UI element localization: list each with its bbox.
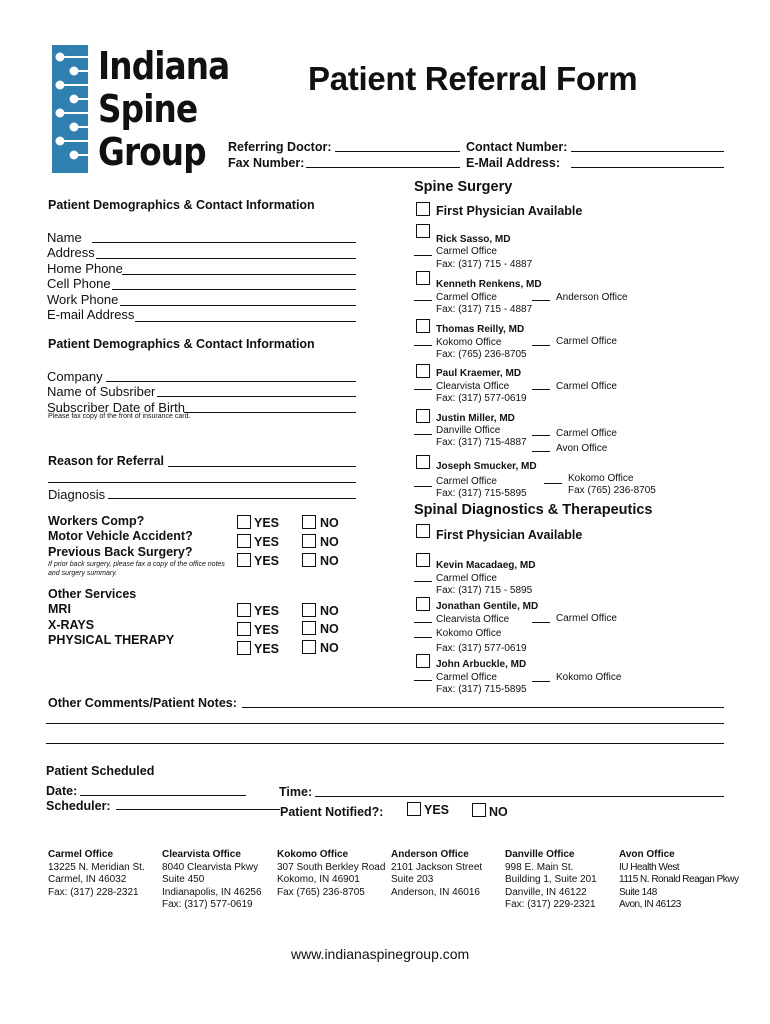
office-line: Suite 148	[619, 886, 657, 898]
workers-comp-label: Workers Comp?	[48, 514, 145, 528]
doctor-sasso-name: Rick Sasso, MD	[436, 234, 511, 245]
reilly-office2: Carmel Office	[556, 336, 617, 347]
smucker-office2-mark[interactable]	[544, 483, 562, 484]
workers-comp-no-label: NO	[320, 516, 339, 530]
company-field[interactable]	[106, 381, 356, 382]
website-link[interactable]: www.indianaspinegroup.com	[291, 946, 470, 962]
office-line: Building 1, Suite 201	[505, 874, 597, 885]
spine-first-available-checkbox[interactable]	[416, 202, 430, 216]
doctor-kraemer-checkbox[interactable]	[416, 364, 430, 378]
work-phone-label: Work Phone	[47, 292, 119, 307]
doctor-smucker-checkbox[interactable]	[416, 455, 430, 469]
mri-yes-checkbox[interactable]	[237, 603, 251, 617]
workers-comp-yes-label: YES	[254, 516, 280, 530]
notified-no-checkbox[interactable]	[472, 803, 486, 817]
macadaeg-office1-mark[interactable]	[414, 581, 432, 582]
doctor-arbuckle-checkbox[interactable]	[416, 654, 430, 668]
miller-office1-mark[interactable]	[414, 434, 432, 435]
gentile-office3-mark[interactable]	[414, 637, 432, 638]
back-surgery-note: If prior back surgery, please fax a copy of the office notes and surgery summary.	[48, 561, 225, 577]
renkens-office1-mark[interactable]	[414, 300, 432, 301]
office-line: Avon, IN 46123	[619, 899, 681, 910]
renkens-office1: Carmel Office	[436, 292, 497, 303]
back-surgery-no-checkbox[interactable]	[302, 553, 316, 567]
notified-label: Patient Notified?:	[280, 805, 384, 819]
name-label: Name	[47, 230, 82, 245]
office-line: Kokomo, IN 46901	[277, 874, 360, 885]
renkens-fax: Fax: (317) 715 - 4887	[436, 304, 533, 315]
diag-first-available-label: First Physician Available	[436, 528, 583, 542]
doctor-miller-name: Justin Miller, MD	[436, 413, 515, 424]
back-surgery-no-label: NO	[320, 554, 339, 568]
miller-office2-mark[interactable]	[532, 435, 550, 436]
office-name: Avon Office	[619, 849, 675, 860]
xrays-label: X-RAYS	[48, 618, 95, 632]
xrays-no-checkbox[interactable]	[302, 621, 316, 635]
doctor-gentile-name: Jonathan Gentile, MD	[436, 601, 539, 612]
office-name: Carmel Office	[48, 849, 114, 860]
doctor-arbuckle-name: John Arbuckle, MD	[436, 659, 527, 670]
office-line: Fax (765) 236-8705	[277, 886, 365, 898]
reilly-office1-mark[interactable]	[414, 345, 432, 346]
office-line: Suite 450	[162, 874, 205, 885]
arbuckle-office2: Kokomo Office	[556, 672, 622, 683]
office-line: 2101 Jackson Street	[391, 861, 483, 873]
comments-field-2[interactable]	[46, 723, 724, 724]
gentile-office1-mark[interactable]	[414, 622, 432, 623]
notified-yes-checkbox[interactable]	[407, 802, 421, 816]
office-kokomo	[277, 849, 385, 899]
office-name: Kokomo Office	[277, 849, 349, 860]
contact-number-label: Contact Number:	[466, 140, 568, 154]
office-line: 307 South Berkley Road	[277, 861, 386, 873]
office-line: Fax: (317) 577-0619	[162, 899, 253, 910]
miller-office3: Avon Office	[556, 443, 608, 454]
subscriber-dob-label: Subscriber Date of Birth	[47, 400, 186, 415]
scheduled-heading: Patient Scheduled	[46, 764, 155, 778]
office-line: 8040 Clearvista Pkwy	[162, 861, 259, 873]
comments-field-3[interactable]	[46, 743, 724, 744]
office-line: 998 E. Main St.	[505, 861, 574, 873]
doctor-macadaeg-name: Kevin Macadaeg, MD	[436, 560, 536, 571]
smucker-fax: Fax: (317) 715-5895	[436, 488, 527, 499]
address-field[interactable]	[96, 258, 356, 259]
kraemer-office2-mark[interactable]	[532, 389, 550, 390]
spine-surgery-heading: Spine Surgery	[414, 179, 513, 195]
address-label: Address	[47, 245, 95, 260]
macadaeg-fax: Fax: (317) 715 - 5895	[436, 585, 533, 596]
xrays-yes-checkbox[interactable]	[237, 622, 251, 636]
email-label: E-mail Address	[47, 307, 135, 322]
vehicle-accident-yes-checkbox[interactable]	[237, 534, 251, 548]
email-address-label: E-Mail Address:	[466, 156, 561, 170]
office-line: Anderson, IN 46016	[391, 886, 480, 898]
doctor-sasso-checkbox[interactable]	[416, 224, 430, 238]
time-field[interactable]	[315, 796, 724, 797]
miller-office2: Carmel Office	[556, 428, 617, 439]
reilly-office2-mark[interactable]	[532, 345, 550, 346]
gentile-fax: Fax: (317) 577-0619	[436, 643, 527, 654]
mri-no-label: NO	[320, 604, 339, 618]
physical-therapy-label: PHYSICAL THERAPY	[48, 633, 175, 647]
email-field[interactable]	[135, 321, 356, 322]
renkens-office2: Anderson Office	[556, 292, 628, 303]
pt-yes-checkbox[interactable]	[237, 641, 251, 655]
subscriber-name-field[interactable]	[157, 396, 356, 397]
xrays-no-label: NO	[320, 622, 339, 636]
diag-first-available-checkbox[interactable]	[416, 524, 430, 538]
reilly-office1: Kokomo Office	[436, 337, 502, 348]
workers-comp-yes-checkbox[interactable]	[237, 515, 251, 529]
office-carmel	[48, 849, 145, 899]
company-label: Company	[47, 369, 103, 384]
miller-office3-mark[interactable]	[532, 451, 550, 452]
name-field[interactable]	[92, 242, 356, 243]
renkens-office2-mark[interactable]	[532, 300, 550, 301]
spinal-diagnostics-heading: Spinal Diagnostics & Therapeutics	[414, 502, 653, 518]
cell-phone-label: Cell Phone	[47, 276, 111, 291]
reilly-fax: Fax: (765) 236-8705	[436, 349, 527, 360]
doctor-macadaeg-checkbox[interactable]	[416, 553, 430, 567]
vehicle-accident-label: Motor Vehicle Accident?	[48, 529, 193, 543]
mri-label: MRI	[48, 602, 71, 616]
arbuckle-office2-mark[interactable]	[532, 681, 550, 682]
office-name: Clearvista Office	[162, 849, 241, 860]
fax-number-label: Fax Number:	[228, 156, 305, 170]
home-phone-label: Home Phone	[47, 261, 123, 276]
subscriber-dob-field[interactable]	[184, 412, 356, 413]
doctor-renkens-checkbox[interactable]	[416, 271, 430, 285]
kraemer-office2: Carmel Office	[556, 381, 617, 392]
home-phone-field[interactable]	[122, 274, 356, 275]
back-surgery-yes-label: YES	[254, 554, 280, 568]
gentile-office1: Clearvista Office	[436, 614, 510, 625]
office-name: Danville Office	[505, 849, 575, 860]
kraemer-fax: Fax: (317) 577-0619	[436, 393, 527, 404]
gentile-office2-mark[interactable]	[532, 622, 550, 623]
office-name: Anderson Office	[391, 849, 469, 860]
pt-yes-label: YES	[254, 642, 280, 656]
office-line: 13225 N. Meridian St.	[48, 861, 145, 873]
date-label: Date:	[46, 784, 78, 798]
mri-yes-label: YES	[254, 604, 280, 618]
reason-field-1[interactable]	[168, 466, 356, 467]
xrays-yes-label: YES	[254, 623, 280, 637]
back-surgery-yes-checkbox[interactable]	[237, 553, 251, 567]
gentile-office2: Carmel Office	[556, 613, 617, 624]
smucker-office2: Kokomo Office	[568, 473, 634, 484]
vehicle-accident-yes-label: YES	[254, 535, 280, 549]
logo-text-line1: Indiana	[98, 44, 230, 88]
notified-yes-label: YES	[424, 803, 450, 817]
other-services-heading: Other Services	[48, 587, 137, 601]
office-line: Indianapolis, IN 46256	[162, 886, 262, 898]
reason-label: Reason for Referral	[48, 454, 165, 468]
kraemer-office1-mark[interactable]	[414, 389, 432, 390]
sasso-office1-mark[interactable]	[414, 255, 432, 256]
vehicle-accident-no-checkbox[interactable]	[302, 534, 316, 548]
scheduler-label: Scheduler:	[46, 799, 111, 813]
notified-no-label: NO	[489, 805, 508, 819]
miller-office1: Danville Office	[436, 425, 501, 436]
mri-no-checkbox[interactable]	[302, 603, 316, 617]
logo-text-line2: Spine	[98, 87, 198, 131]
doctor-gentile-checkbox[interactable]	[416, 597, 430, 611]
office-line: Fax: (317) 229-2321	[505, 899, 596, 910]
office-avon	[619, 849, 749, 912]
office-line: Suite 203	[391, 874, 434, 885]
gentile-office3: Kokomo Office	[436, 628, 502, 639]
arbuckle-office1: Carmel Office	[436, 672, 497, 683]
comments-field-1[interactable]	[242, 707, 724, 708]
doctor-reilly-checkbox[interactable]	[416, 319, 430, 333]
demographics-heading: Patient Demographics & Contact Information	[48, 198, 315, 212]
doctor-reilly-name: Thomas Reilly, MD	[436, 324, 525, 335]
smucker-office1-mark[interactable]	[414, 486, 432, 487]
referring-doctor-field[interactable]	[335, 151, 460, 152]
date-field[interactable]	[80, 795, 246, 796]
office-danville	[505, 849, 597, 912]
pt-no-checkbox[interactable]	[302, 640, 316, 654]
subscriber-name-label: Name of Subsriber	[47, 384, 156, 399]
reason-field-2[interactable]	[48, 482, 356, 483]
time-label: Time:	[279, 785, 313, 799]
smucker-fax2: Fax (765) 236-8705	[568, 485, 656, 496]
work-phone-field[interactable]	[120, 305, 356, 306]
doctor-smucker-name: Joseph Smucker, MD	[436, 461, 537, 472]
scheduler-field[interactable]	[116, 809, 280, 810]
smucker-office1: Carmel Office	[436, 476, 497, 487]
kraemer-office1: Clearvista Office	[436, 381, 510, 392]
macadaeg-office1: Carmel Office	[436, 573, 497, 584]
office-line: 1115 N. Ronald Reagan Pkwy	[619, 874, 739, 885]
miller-fax: Fax: (317) 715-4887	[436, 437, 527, 448]
office-line: IU Health West	[619, 861, 680, 873]
spine-first-available-label: First Physician Available	[436, 204, 583, 218]
contact-number-field[interactable]	[571, 151, 724, 152]
arbuckle-office1-mark[interactable]	[414, 680, 432, 681]
sasso-fax: Fax: (317) 715 - 4887	[436, 259, 533, 270]
logo-spine-graphic	[52, 45, 88, 173]
page-title: Patient Referral Form	[308, 60, 638, 97]
insurance-note: Please fax copy of the front of insurance card.	[48, 413, 191, 420]
pt-no-label: NO	[320, 641, 339, 655]
email-address-field[interactable]	[571, 167, 724, 168]
cell-phone-field[interactable]	[112, 289, 356, 290]
comments-label: Other Comments/Patient Notes:	[48, 696, 237, 710]
referring-doctor-label: Referring Doctor:	[228, 140, 332, 154]
insurance-heading: Patient Demographics & Contact Information	[48, 337, 315, 351]
logo-text-line3: Group	[98, 130, 206, 174]
sasso-office1: Carmel Office	[436, 246, 497, 257]
workers-comp-no-checkbox[interactable]	[302, 515, 316, 529]
diagnosis-label: Diagnosis	[48, 487, 106, 502]
diagnosis-field[interactable]	[108, 498, 356, 499]
office-line: Danville, IN 46122	[505, 886, 587, 898]
fax-number-field[interactable]	[306, 167, 460, 168]
back-surgery-label: Previous Back Surgery?	[48, 545, 193, 559]
arbuckle-fax: Fax: (317) 715-5895	[436, 684, 527, 695]
office-clearvista	[162, 849, 262, 912]
office-line: Carmel, IN 46032	[48, 874, 127, 885]
office-line: Fax: (317) 228-2321	[48, 886, 139, 898]
vehicle-accident-no-label: NO	[320, 535, 339, 549]
office-anderson	[391, 849, 482, 899]
doctor-miller-checkbox[interactable]	[416, 409, 430, 423]
doctor-renkens-name: Kenneth Renkens, MD	[436, 279, 542, 290]
doctor-kraemer-name: Paul Kraemer, MD	[436, 368, 522, 379]
